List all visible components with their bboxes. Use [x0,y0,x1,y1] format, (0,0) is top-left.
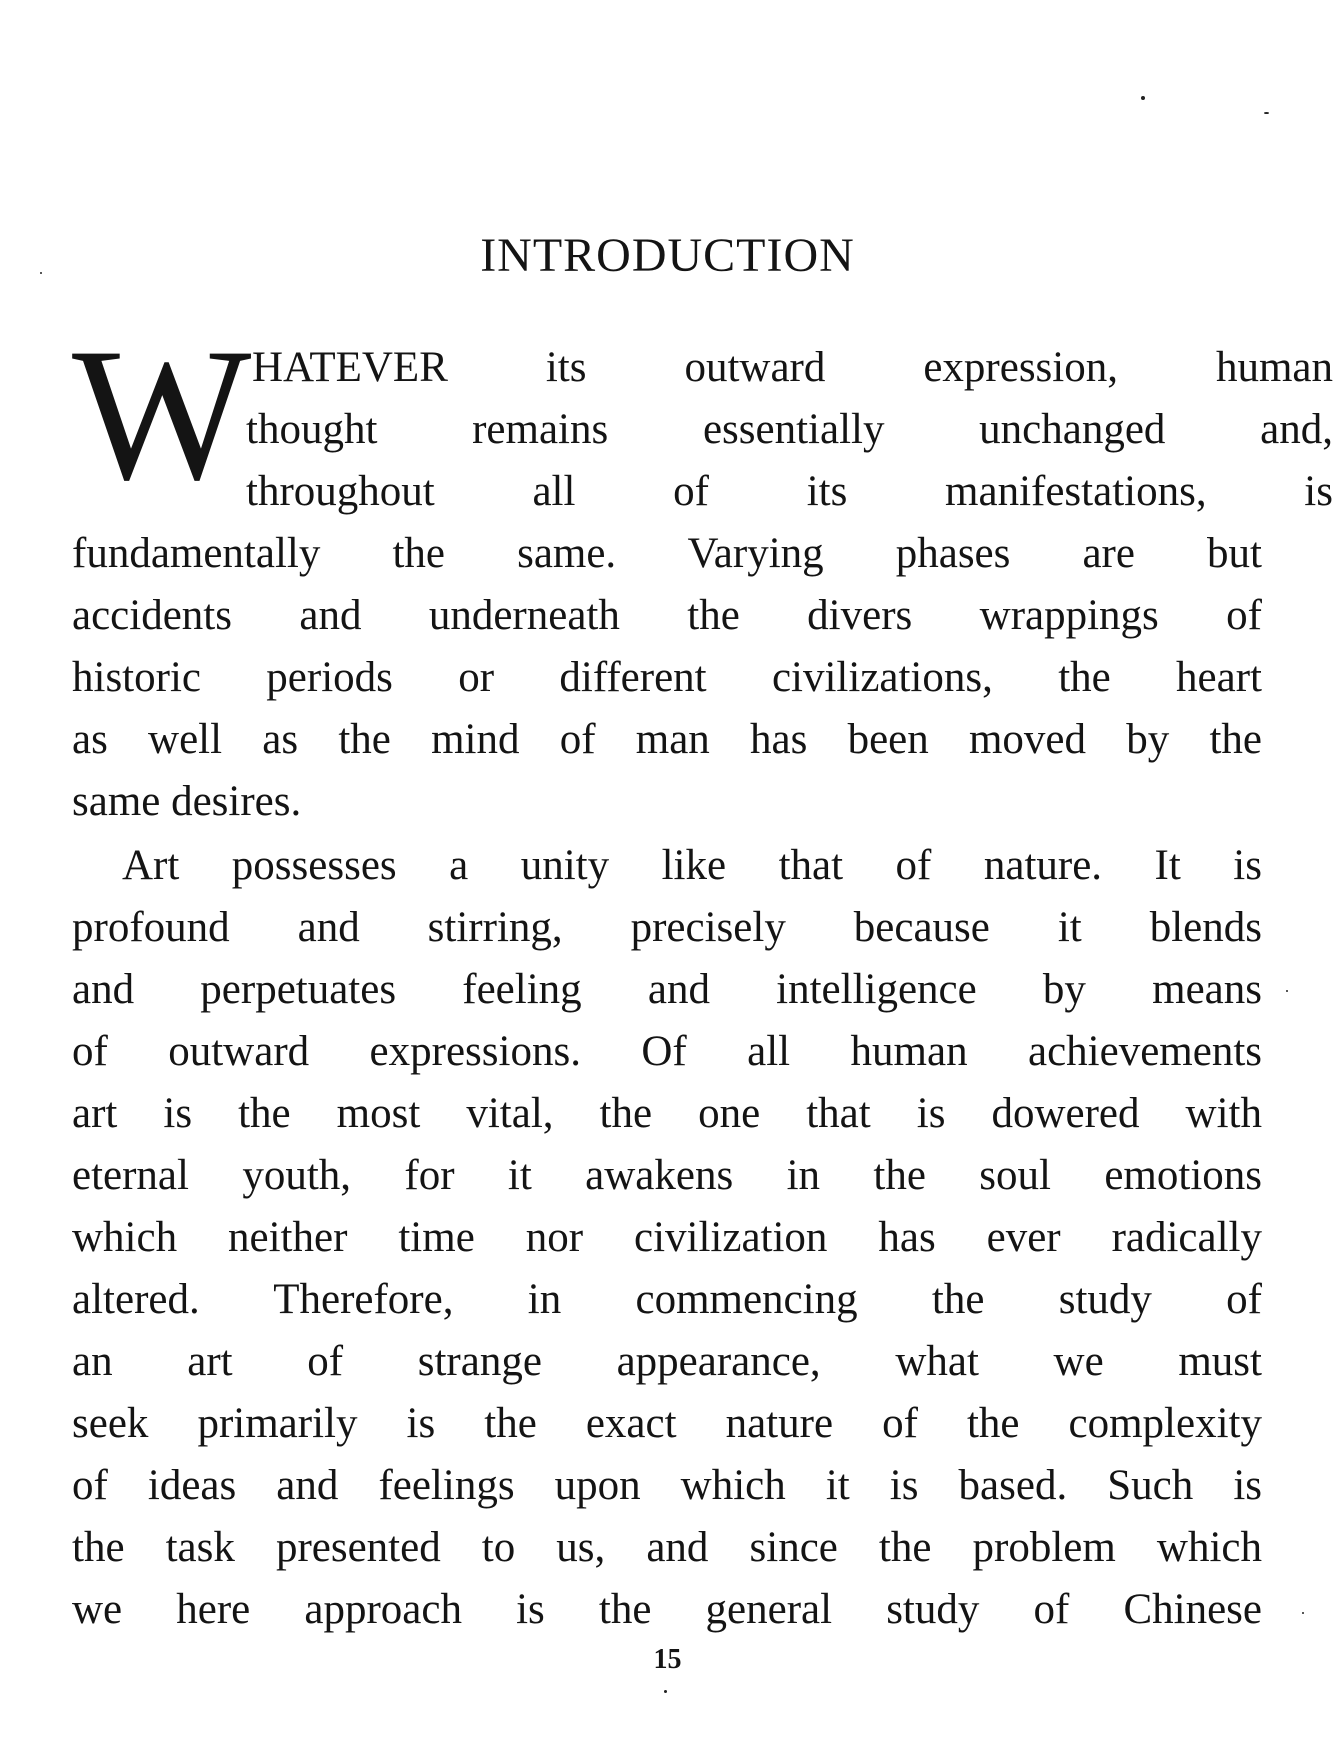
text-line: of outward expressions. Of all human achievements [72,1028,1262,1075]
text-line: profound and stirring, precisely because it blends [72,904,1262,951]
print-speck [1141,96,1145,100]
text-line: and perpetuates feeling and intelligence by means [72,966,1262,1013]
text-line: HATEVER its outward expression, human [252,344,1333,391]
print-speck [1286,990,1288,992]
text-line: which neither time nor civilization has ever radically [72,1214,1262,1261]
text-line: the task presented to us, and since the problem which [72,1524,1262,1571]
print-speck [664,1690,667,1693]
text-line: seek primarily is the exact nature of the complexity [72,1400,1262,1447]
text-line: altered. Therefore, in commencing the study of [72,1276,1262,1323]
text-line: historic periods or different civilizations, the heart [72,654,1262,701]
text-line: we here approach is the general study of Chinese [72,1586,1262,1633]
text-line: same desires. [72,778,302,825]
text-line: Art possesses a unity like that of nature. It is [122,842,1262,889]
print-speck [1302,1612,1304,1614]
text-line: fundamentally the same. Varying phases are but [72,530,1262,577]
text-line: as well as the mind of man has been moved by the [72,716,1262,763]
text-line: eternal youth, for it awakens in the soul emotions [72,1152,1262,1199]
text-line: an art of strange appearance, what we must [72,1338,1262,1385]
print-speck [1264,112,1269,114]
chapter-heading: INTRODUCTION [480,229,855,282]
text-line: accidents and underneath the divers wrappings of [72,592,1262,639]
drop-cap: W [72,310,252,520]
text-line: art is the most vital, the one that is dowered with [72,1090,1262,1137]
page-number: 15 [653,1644,682,1675]
text-line: thought remains essentially unchanged and, [246,406,1333,453]
text-line: throughout all of its manifestations, is [246,468,1333,515]
text-line: of ideas and feelings upon which it is based. Such is [72,1462,1262,1509]
